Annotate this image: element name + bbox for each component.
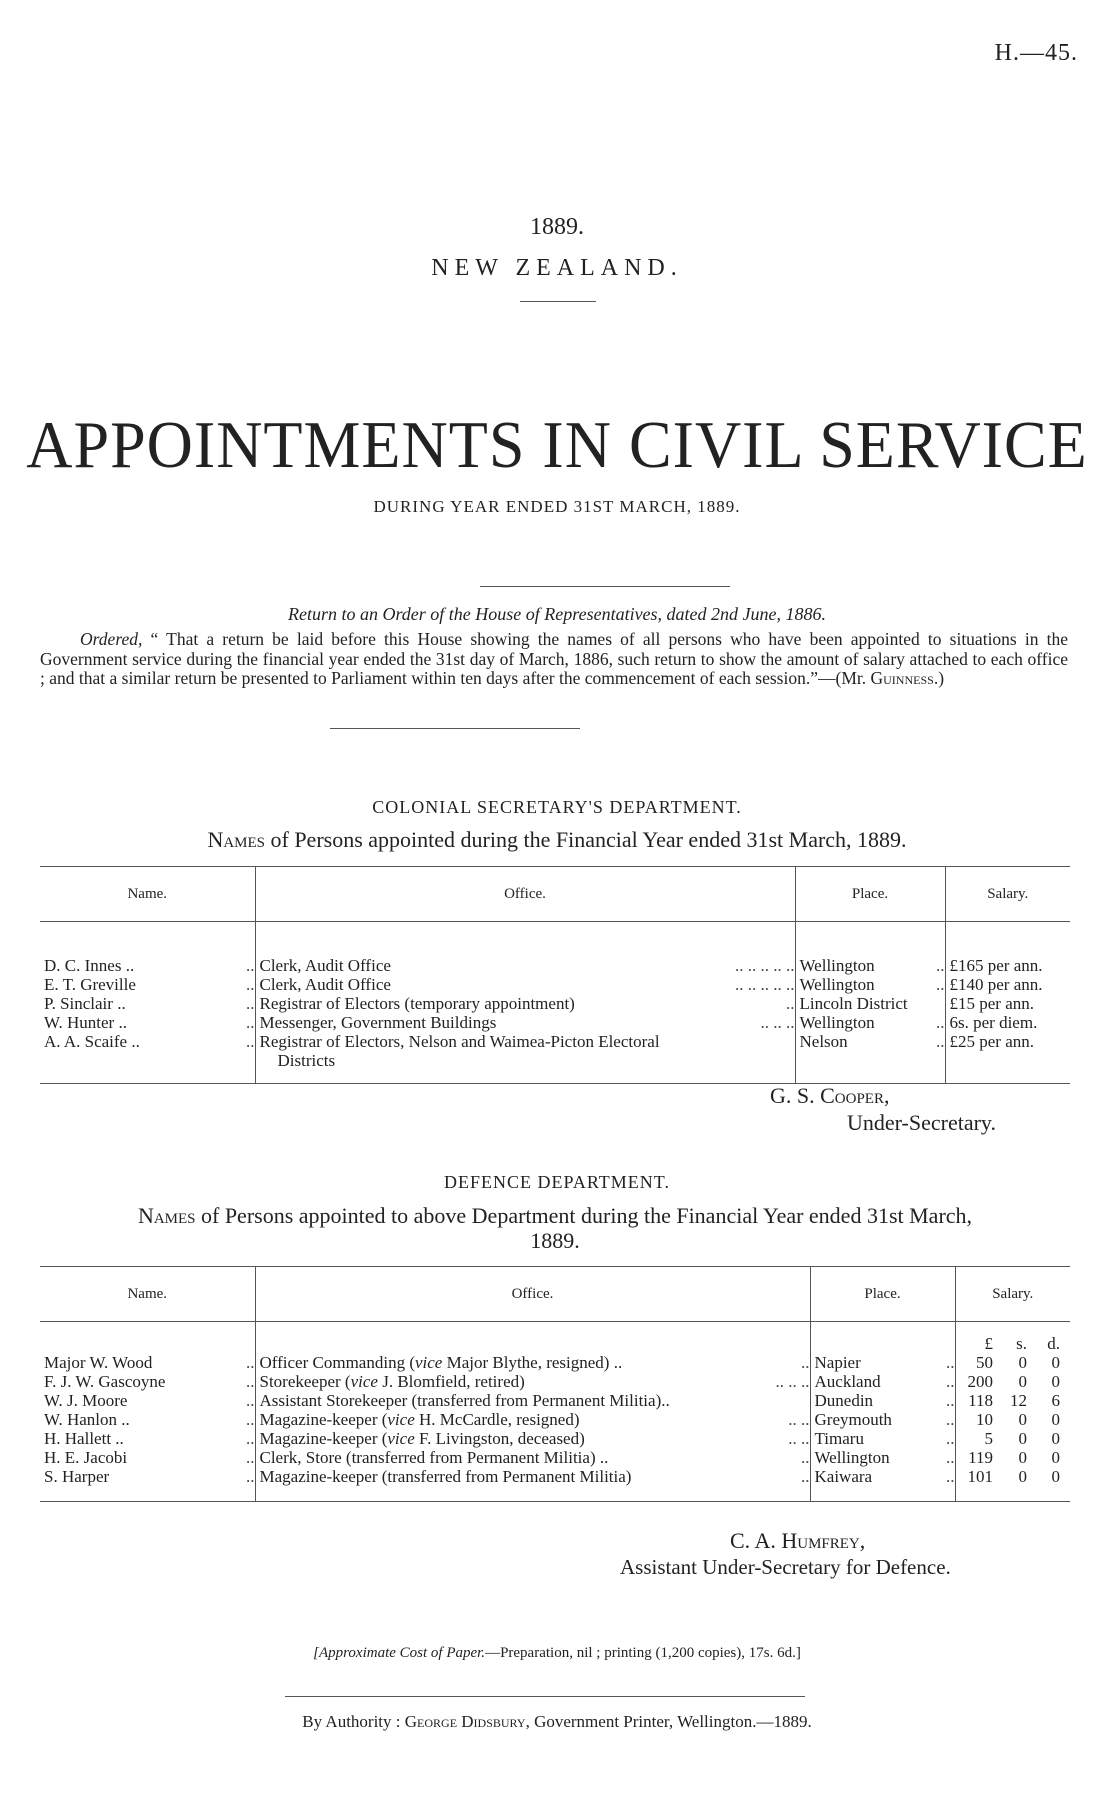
row-shillings: 0: [1018, 1371, 1027, 1391]
row-place: Greymouth ..: [810, 1410, 955, 1429]
order-text: “ That a return be laid before this House showing the names of all persons who have been appointed to situations in the Government service during the financial year ended the 31st day of March, 1886, such return to show the amount of salary attached to each office ; and that a similar return be presented to Parliament within ten days after the commencement of each session.”—(Mr.: [40, 629, 1069, 688]
table-row: [40, 994, 1070, 1013]
row-office: Registrar of Electors, Nelson and Waimea-Picton Electoral Districts: [255, 1032, 795, 1070]
defence-col-salary: Salary.: [955, 1267, 1070, 1322]
row-pounds: 50: [955, 1353, 999, 1372]
colonial-signatory-title: Under-Secretary.: [847, 1110, 996, 1135]
table-row: [40, 1353, 1070, 1372]
unit-pence: d.: [1047, 1333, 1060, 1353]
defence-col-place: Place.: [810, 1267, 955, 1322]
money-units-row: [40, 1334, 1070, 1353]
row-shillings: 0: [1018, 1352, 1027, 1372]
return-line: Return to an Order of the House of Representatives, dated 2nd June, 1886.: [287, 604, 827, 624]
row-office: Messenger, Government Buildings .. .. ..: [255, 1013, 795, 1032]
row-name: E. T. Greville ..: [44, 974, 255, 994]
page-title: APPOINTMENTS IN CIVIL SERVICE: [26, 407, 1088, 482]
divider: [330, 728, 580, 729]
colonial-caption-lead: Names: [207, 827, 265, 852]
row-place: Wellington ..: [795, 956, 945, 975]
table-row: [40, 1410, 1070, 1429]
row-pence: 0: [1051, 1428, 1060, 1448]
row-place: Nelson ..: [795, 1032, 945, 1070]
defence-caption-text: of Persons appointed to above Department during the Financial Year ended 31st March,: [201, 1203, 973, 1228]
divider: [285, 1696, 805, 1697]
row-pounds: 10: [955, 1410, 999, 1429]
table-row: [40, 1013, 1070, 1032]
row-office: Officer Commanding (vice Major Blythe, resigned) .. ..: [255, 1353, 810, 1372]
cost-note: [0, 1645, 1114, 1662]
row-pounds: 5: [955, 1429, 999, 1448]
row-office: Assistant Storekeeper (transferred from Permanent Militia)..: [255, 1391, 810, 1410]
unit-pounds: £: [955, 1334, 999, 1353]
row-office: Storekeeper (vice J. Blomfield, retired) .. .. ..: [255, 1372, 810, 1391]
unit-shillings: s.: [1016, 1333, 1027, 1353]
row-place: Lincoln District: [795, 994, 945, 1013]
defence-heading: DEFENCE DEPARTMENT.: [444, 1172, 670, 1192]
row-name: D. C. Innes .. ..: [44, 955, 255, 975]
order-close: .): [933, 668, 945, 688]
row-name: P. Sinclair .. ..: [44, 993, 255, 1013]
imprint-suffix: , Government Printer, Wellington.—1889.: [525, 1712, 812, 1731]
order-mover: Guinness: [870, 668, 934, 688]
row-salary: £15 per ann.: [945, 994, 1070, 1013]
paper-reference: H.—45.: [994, 40, 1078, 66]
row-salary: £165 per ann.: [945, 956, 1070, 975]
colonial-caption: [0, 827, 1114, 853]
cost-note-text: —Preparation, nil ; printing (1,200 copies), 17s. 6d.]: [485, 1645, 801, 1661]
table-row: [40, 975, 1070, 994]
row-name: F. J. W. Gascoyne ..: [44, 1371, 255, 1391]
imprint-prefix: By Authority :: [302, 1712, 401, 1731]
row-office: Registrar of Electors (temporary appointment) ..: [255, 994, 795, 1013]
defence-col-office: Office.: [255, 1267, 810, 1322]
cost-note-label: [Approximate Cost of Paper.: [313, 1645, 486, 1661]
country: NEW ZEALAND.: [431, 255, 683, 281]
table-row: [40, 956, 1070, 975]
order-lead: Ordered,: [80, 629, 143, 649]
row-place: Kaiwara ..: [810, 1467, 955, 1486]
row-pence: 0: [1051, 1371, 1060, 1391]
divider: [520, 301, 596, 302]
defence-table: [40, 1266, 1070, 1502]
row-pounds: 119: [955, 1448, 999, 1467]
table-row: [40, 1448, 1070, 1467]
row-pounds: 118: [955, 1391, 999, 1410]
row-salary: 6s. per diem.: [945, 1013, 1070, 1032]
table-row: [40, 1372, 1070, 1391]
row-place: Wellington ..: [810, 1448, 955, 1467]
row-office: Magazine-keeper (vice H. McCardle, resigned) .. ..: [255, 1410, 810, 1429]
defence-col-name: Name.: [40, 1267, 255, 1322]
colonial-heading: COLONIAL SECRETARY'S DEPARTMENT.: [372, 797, 742, 817]
row-place: Auckland ..: [810, 1372, 955, 1391]
colonial-col-place: Place.: [795, 867, 945, 922]
table-row: [40, 1467, 1070, 1486]
table-row: [40, 1391, 1070, 1410]
year: 1889.: [530, 214, 584, 240]
colonial-caption-text: of Persons appointed during the Financial Year ended 31st March, 1889.: [270, 827, 907, 852]
row-pounds: 101: [955, 1467, 999, 1486]
row-shillings: 12: [1010, 1390, 1027, 1410]
colonial-col-name: Name.: [40, 867, 255, 922]
colonial-col-office: Office.: [255, 867, 795, 922]
row-place: Wellington ..: [795, 975, 945, 994]
row-pounds: 200: [955, 1372, 999, 1391]
row-place: Dunedin ..: [810, 1391, 955, 1410]
row-pence: 0: [1051, 1447, 1060, 1467]
row-shillings: 0: [1018, 1466, 1027, 1486]
colonial-signatory: G. S. Cooper,: [770, 1083, 890, 1108]
row-pence: 0: [1051, 1409, 1060, 1429]
row-office: Magazine-keeper (vice F. Livingston, deceased) .. ..: [255, 1429, 810, 1448]
defence-caption: [40, 1203, 1070, 1253]
order-paragraph: [40, 630, 1068, 689]
colonial-col-salary: Salary.: [945, 867, 1070, 922]
imprint: [0, 1712, 1114, 1732]
row-pence: 6: [1051, 1390, 1060, 1410]
row-name: Major W. Wood ..: [44, 1352, 255, 1372]
row-name: W. Hunter .. ..: [44, 1012, 255, 1032]
row-pence: 0: [1051, 1466, 1060, 1486]
row-name: S. Harper ..: [44, 1466, 255, 1486]
row-office: Clerk, Store (transferred from Permanent Militia) .. ..: [255, 1448, 810, 1467]
row-office: Clerk, Audit Office .. .. .. .. ..: [255, 956, 795, 975]
row-shillings: 0: [1018, 1447, 1027, 1467]
row-name: H. Hallett .. ..: [44, 1428, 255, 1448]
row-place: Napier ..: [810, 1353, 955, 1372]
row-shillings: 0: [1018, 1409, 1027, 1429]
table-row: [40, 1429, 1070, 1448]
row-shillings: 0: [1018, 1428, 1027, 1448]
colonial-table: [40, 866, 1070, 1084]
page-subtitle: DURING YEAR ENDED 31ST MARCH, 1889.: [373, 497, 741, 516]
defence-caption-year: 1889.: [530, 1228, 580, 1253]
row-place: Wellington ..: [795, 1013, 945, 1032]
row-name: W. Hanlon .. ..: [44, 1409, 255, 1429]
defence-signatory-title: Assistant Under-Secretary for Defence.: [620, 1555, 951, 1579]
row-name: W. J. Moore ..: [44, 1390, 255, 1410]
defence-caption-lead: Names: [137, 1203, 196, 1228]
row-name: A. A. Scaife .. ..: [44, 1031, 255, 1051]
defence-signatory: C. A. Humfrey,: [730, 1528, 866, 1553]
imprint-printer: George Didsbury: [404, 1712, 526, 1731]
row-office: Magazine-keeper (transferred from Permanent Militia) ..: [255, 1467, 810, 1486]
row-office: Clerk, Audit Office .. .. .. .. ..: [255, 975, 795, 994]
row-pence: 0: [1051, 1352, 1060, 1372]
row-salary: £25 per ann.: [945, 1032, 1070, 1070]
row-place: Timaru ..: [810, 1429, 955, 1448]
divider: [480, 586, 730, 587]
table-row: [40, 1032, 1070, 1070]
row-salary: £140 per ann.: [945, 975, 1070, 994]
row-name: H. E. Jacobi ..: [44, 1447, 255, 1467]
